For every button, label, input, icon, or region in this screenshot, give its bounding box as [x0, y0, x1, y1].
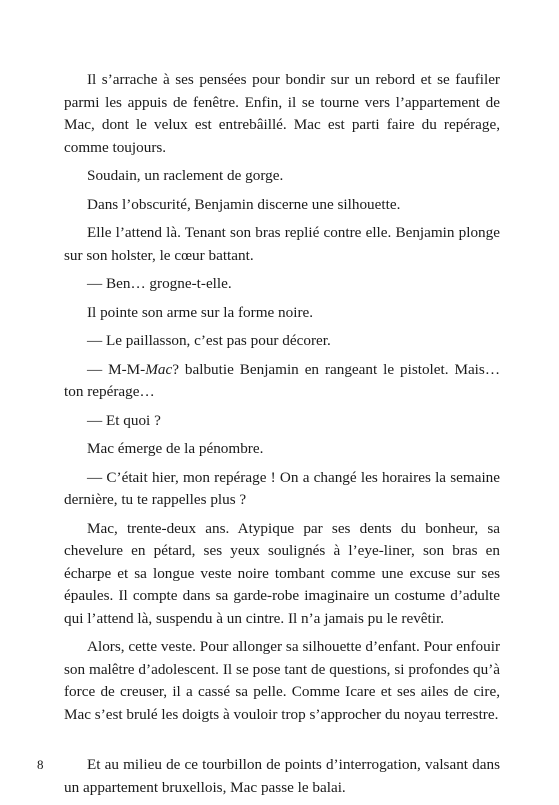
- paragraph-2: Soudain, un raclement de gorge.: [87, 167, 284, 184]
- paragraph-8-emphasis: Mac: [145, 360, 173, 378]
- paragraph-14: Et au milieu de ce tourbillon de points d’interrogation, valsant dans un appartement bruxellois, Mac passe le balai.: [64, 756, 500, 796]
- paragraph-6: Il pointe son arme sur la forme noire.: [87, 303, 314, 321]
- body-text: [64, 69, 500, 805]
- paragraph-13: Alors, cette veste. Pour allonger sa silhouette d’enfant. Pour enfouir son malêtre d’adolescent. Il se pose tant de questions, si profondes qu’à force de creuser, il a cassé sa pelle. Comme Icare et ses ailes de cire, Mac s’est brulé les doigts à vouloir trop s’approcher du noyau terrestre.: [64, 638, 500, 723]
- paragraph-8-before: — M-M-: [87, 360, 146, 378]
- paragraph-12: Mac, trente-deux ans. Atypique par ses dents du bonheur, sa chevelure en pétard, ses yeux soulignés à l’eye-liner, son bras en écharpe et sa longue veste noire tombant comme une excuse sur ses épaules. Il compte dans sa garde-robe imaginaire un costume d’adulte qui l’attend là, suspendu à un cintre. Il n’a jamais pu le revêtir.: [64, 519, 500, 627]
- paragraph-4: Elle l’attend là. Tenant son bras replié contre elle. Benjamin plonge sur son holster, le cœur battant.: [64, 224, 500, 264]
- paragraph-11: — C’était hier, mon repérage ! On a changé les horaires la semaine dernière, tu te rappelles plus ?: [64, 468, 500, 508]
- paragraph-10: Mac émerge de la pénombre.: [87, 440, 264, 457]
- paragraph-7: — Le paillasson, c’est pas pour décorer.: [87, 332, 331, 349]
- page-number: 8: [37, 757, 44, 772]
- paragraph-3: Dans l’obscurité, Benjamin discerne une silhouette.: [87, 195, 401, 213]
- paragraph-1: Il s’arrache à ses pensées pour bondir sur un rebord et se faufiler parmi les appuis de fenêtre. Enfin, il se tourne vers l’appartement de Mac, dont le velux est entrebâillé. Mac est parti faire du repérage, comme toujours.: [64, 71, 500, 156]
- paragraph-8-after: ? balbutie Benjamin en rangeant le pistolet. Mais… ton repérage…: [64, 360, 501, 400]
- paragraph-8: [64, 359, 500, 404]
- paragraph-5: — Ben… grogne-t-elle.: [87, 275, 232, 292]
- paragraph-9: — Et quoi ?: [87, 411, 161, 429]
